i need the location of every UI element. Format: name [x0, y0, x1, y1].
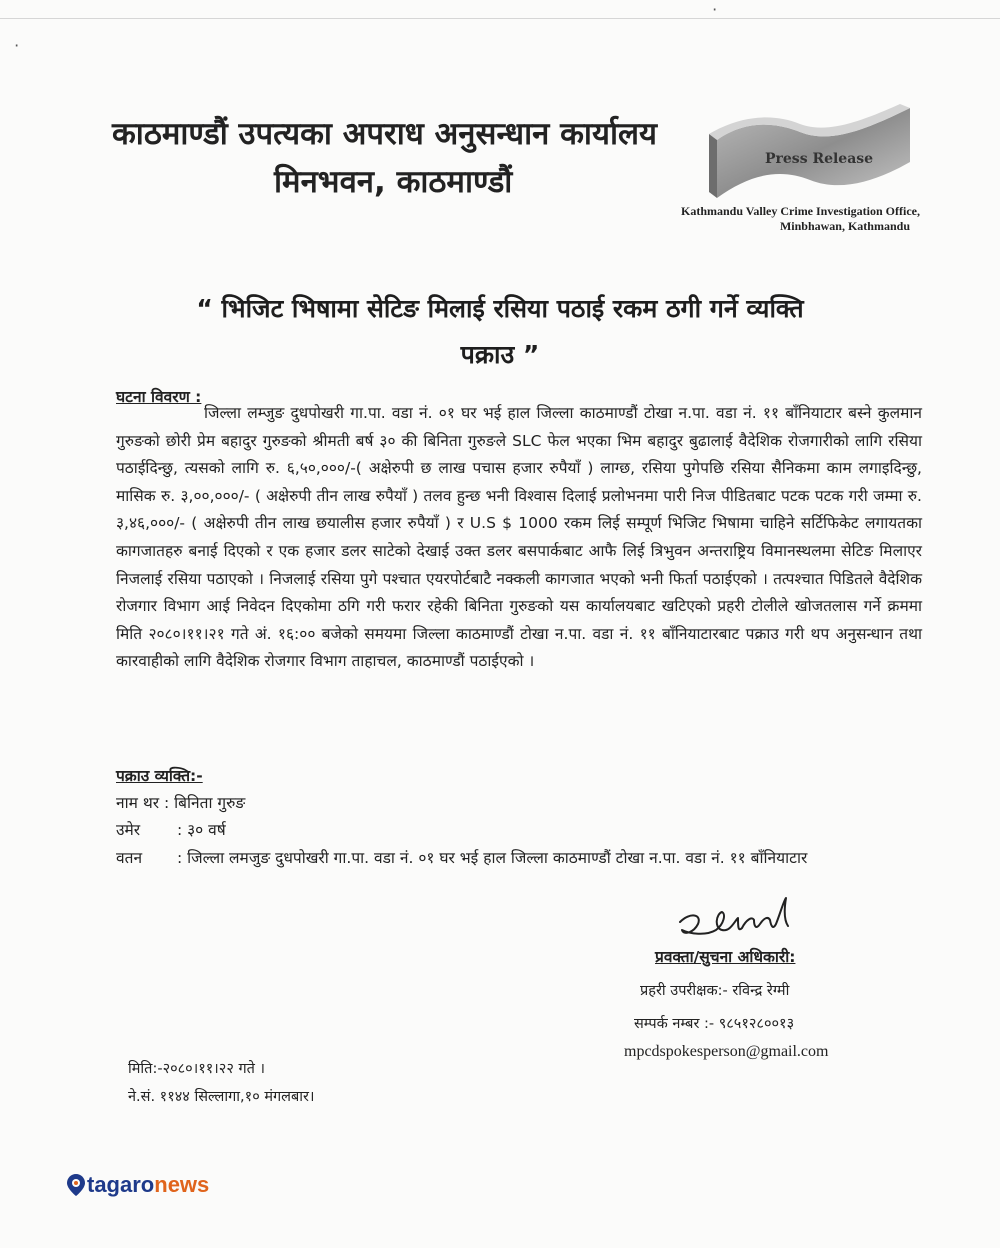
detail-age-value: : ३० वर्ष	[176, 821, 226, 839]
office-name-en: Kathmandu Valley Crime Investigation Office,	[681, 204, 920, 218]
tagaronews-watermark	[66, 1172, 209, 1198]
office-heading	[112, 110, 722, 206]
arrested-label: पक्राउ व्यक्ति:-	[116, 767, 203, 785]
detail-address-value: : जिल्ला लमजुङ दुधपोखरी गा.पा. वडा नं. ०१ घर भई हाल जिल्ला काठमाण्डौं टोखा न.पा. वडा नं. ११ बाँनियाटार	[176, 849, 808, 867]
detail-name-key: नाम थर :	[116, 794, 170, 812]
office-location: मिनभवन, काठमाण्डौं	[274, 164, 513, 200]
detail-address-key: वतन	[116, 849, 143, 867]
detail-age-key: उमेर	[116, 821, 141, 839]
office-location-en: Minbhawan, Kathmandu	[779, 219, 910, 233]
spokesperson-rank: प्रहरी उपरीक्षक:- रविन्द्र रेग्मी	[640, 983, 790, 999]
incident-label: घटना विवरण :	[116, 388, 202, 406]
headline	[100, 286, 900, 378]
press-release-label: Press Release	[765, 151, 874, 167]
detail-address	[116, 846, 807, 868]
detail-name-value: बिनिता गुरुङ	[174, 794, 246, 812]
headline-line-2: पक्राउ ”	[460, 340, 540, 369]
brand-name-part2: news	[154, 1172, 210, 1197]
office-name: काठमाण्डौं उपत्यका अपराध अनुसन्धान कार्यालय	[112, 116, 657, 152]
scan-mark-icon: ⋅	[712, 0, 718, 19]
scan-edge-top	[0, 18, 1000, 19]
office-name-english	[600, 204, 920, 234]
brand-name-part1: tagaro	[87, 1172, 155, 1197]
spokesperson-label: प्रवक्ता/सुचना अधिकारी:	[655, 948, 796, 966]
spokesperson-contact: सम्पर्क नम्बर :- ९८५१२८००१३	[634, 1016, 795, 1032]
detail-name	[116, 791, 245, 813]
scan-mark-icon: ⋅	[14, 36, 20, 55]
spokesperson-email: mpcdspokesperson@gmail.com	[624, 1043, 829, 1060]
tagaronews-logo-icon	[66, 1173, 86, 1197]
nepal-sambat-line: ने.सं. ११४४ सिल्लागा,१० मंगलबार।	[128, 1089, 315, 1105]
headline-line-1: “ भिजिट भिषामा सेटिङ मिलाई रसिया पठाई रकम ठगी गर्ने व्यक्ति	[196, 294, 804, 323]
date-line: मिति:-२०८०।११।२२ गते ।	[128, 1061, 266, 1077]
incident-text: जिल्ला लम्जुङ दुधपोखरी गा.पा. वडा नं. ०१ घर भई हाल जिल्ला काठमाण्डौं टोखा न.पा. वडा नं. ११ बाँनियाटार बस्ने कुलमान गुरुङको छोरी प्रेम बहादुर गुरुङको श्रीमती बर्ष ३० की बिनिता गुरुङले SLC फेल भएका भिम बहादुर बुढालाई वैदेशिक रोजगारीको लागि रसिया पठाईदिन्छु, त्यसको लागि रु. ६,५०,०००/-( अक्षेरुपी छ लाख पचास हजार रुपैयाँ ) लाग्छ, रसिया पुगेपछि रसिया सैनिकमा काम लगाइदिन्छु, मासिक रु. ३,००,०००/- ( अक्षेरुपी तीन लाख रुपैयाँ ) तलव हुन्छ भनी विश्वास दिलाई प्रलोभनमा पारी निज पीडितबाट पटक पटक गरी जम्मा रु. ३,४६,०००/- ( अक्षेरुपी तीन लाख छयालीस हजार रुपैयाँ ) र U.S $ 1000 रकम लिई सम्पूर्ण भिजिट भिषामा चाहिने सर्टिफिकेट लगायतका कागजातहरु बनाई दिएको र एक हजार डलर साटेको देखाई उक्त डलर बसपार्कबाट आफै लिई त्रिभुवन अन्तराष्ट्रिय विमानस्थलमा सेटिङ मिलाएर निजलाई रसिया पठाएको । निजलाई रसिया पुगे पश्चात एयरपोर्टबाटै नक्कली कागजात भएको भनी फिर्ता पठाईएको । तत्पश्चात पिडितले वैदेशिक रोजगार विभाग आई निवेदन दिएकोमा ठगि गरी फरार रहेकी बिनिता गुरुङको यस कार्यालयबाट खटिएको प्रहरी टोलीले खोजतलास गर्ने क्रममा मिति २०८०।११।२१ गते अं. १६:०० बजेको समयमा जिल्ला काठमाण्डौं टोखा न.पा. वडा नं. ११ बाँनियाटारबाट पक्राउ गरी थप अनुसन्धान तथा कारवाहीको लागि वैदेशिक रोजगार विभाग ताहाचल, काठमाण्डौं पठाईएको ।	[116, 404, 922, 671]
detail-age	[116, 818, 226, 840]
signature-icon	[676, 890, 806, 950]
